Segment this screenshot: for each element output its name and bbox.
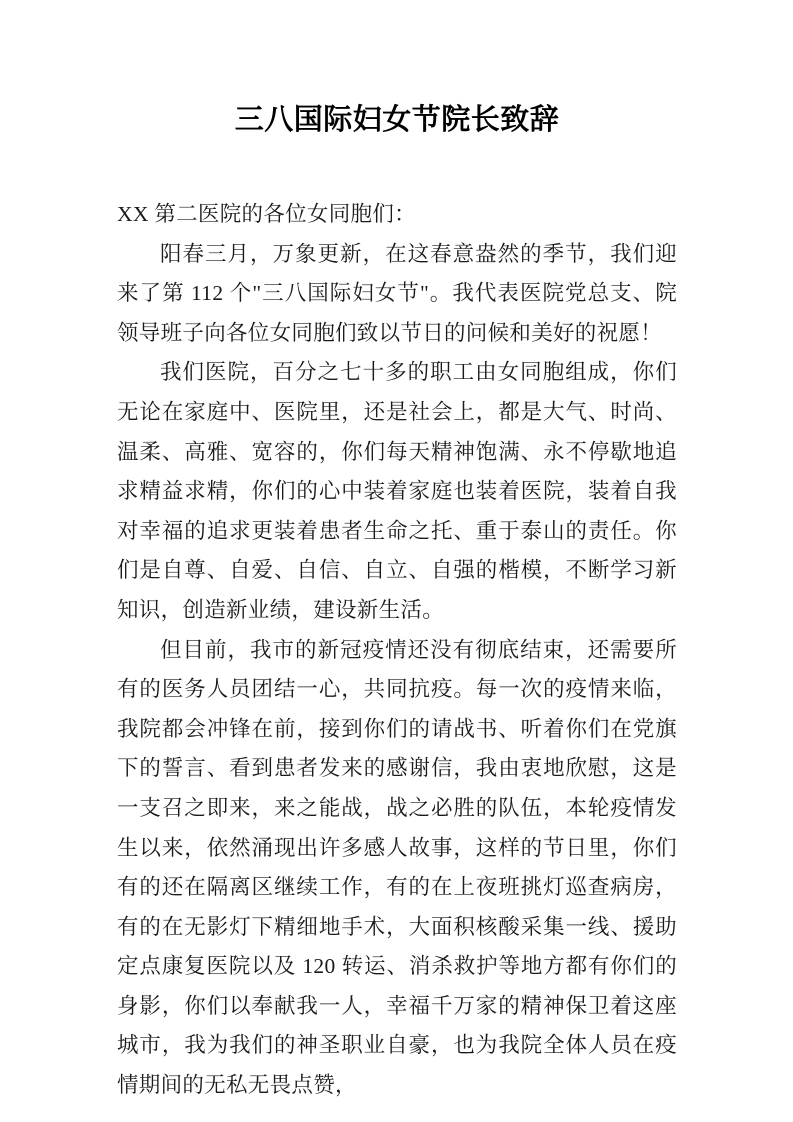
document-body <box>117 0 677 1106</box>
body-paragraph-1: 阳春三月，万象更新，在这春意盎然的季节，我们迎来了第 112 个"三八国际妇女节"。我代表医院党总支、院领导班子向各位女同胞们致以节日的问候和美好的祝愿！ <box>117 241 677 345</box>
salutation-line: XX 第二医院的各位女同胞们： <box>117 202 416 226</box>
title-spacer <box>117 135 677 195</box>
body-paragraph-3: 但目前，我市的新冠疫情还没有彻底结束，还需要所有的医务人员团结一心，共同抗疫。每一次的疫情来临，我院都会冲锋在前，接到你们的请战书、听着你们在党旗下的誓言、看到患者发来的感谢信，我由衷地欣慰，这是一支召之即来，来之能战，战之必胜的队伍，本轮疫情发生以来，依然涌现出许多感人故事，这样的节日里，你们有的还在隔离区继续工作，有的在上夜班挑灯巡查病房，有的在无影灯下精细地手术，大面积核酸采集一线、援助定点康复医院以及 120 转运、消杀救护等地方都有你们的身影，你们以奉献我一人，幸福千万家的精神保卫着这座城市，我为我们的神圣职业自豪，也为我院全体人员在疫情期间的无私无畏点赞， <box>117 637 677 1098</box>
page-title: 三八国际妇女节院长致辞 <box>234 104 560 136</box>
body-paragraph-2: 我们医院，百分之七十多的职工由女同胞组成，你们无论在家庭中、医院里，还是社会上，都是大气、时尚、温柔、高雅、宽容的，你们每天精神饱满、永不停歇地追求精益求精，你们的心中装着家庭也装着医院，装着自我对幸福的追求更装着患者生命之托、重于泰山的责任。你们是自尊、自爱、自信、自立、自强的楷模，不断学习新知识，创造新业绩，建设新生活。 <box>117 360 677 622</box>
